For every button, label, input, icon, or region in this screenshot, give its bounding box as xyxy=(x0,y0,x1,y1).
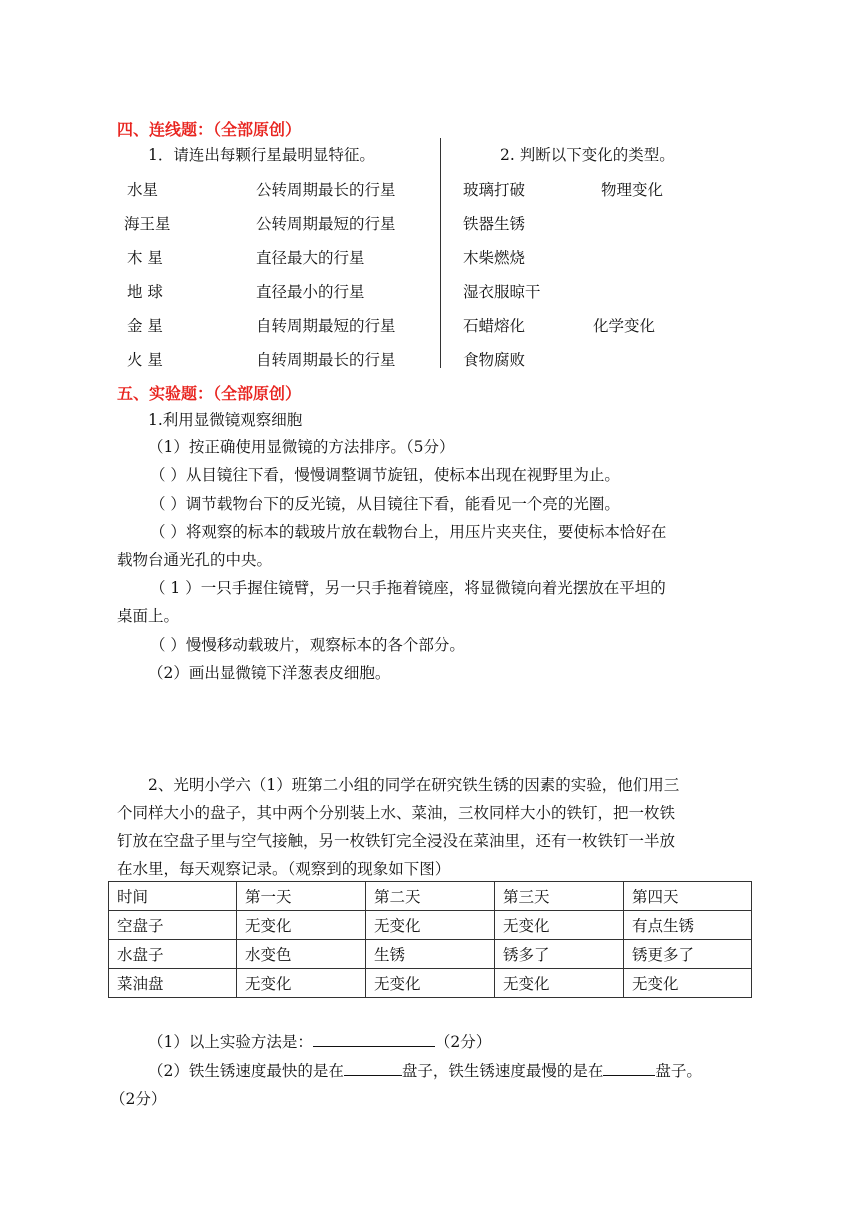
planet-item: 水星 xyxy=(127,181,159,199)
table-header-cell: 第二天 xyxy=(366,882,495,911)
feature-item: 公转周期最短的行星 xyxy=(256,215,396,233)
q2-title: 2. 判断以下变化的类型。 xyxy=(500,146,675,164)
step-line: （ ）将观察的标本的载玻片放在载物台上，用压片夹夹住，要使标本恰好在 xyxy=(150,523,667,541)
exp2-text-line: 个同样大小的盘子，其中两个分别装上水、菜油，三枚同样大小的铁钉，把一枚铁 xyxy=(117,804,676,822)
table-cell: 有点生锈 xyxy=(624,911,752,940)
answer2-suffix: 盘子。 xyxy=(655,1062,702,1080)
planet-item: 金 星 xyxy=(127,317,163,335)
change-item: 木柴燃烧 xyxy=(463,249,526,267)
table-cell: 无变化 xyxy=(366,911,495,940)
answer2-mid: 盘子，铁生锈速度最慢的是在 xyxy=(401,1062,604,1080)
table-cell: 无变化 xyxy=(495,911,624,940)
answer1-suffix: （2分） xyxy=(434,1033,492,1051)
q1-title: 1．请连出每颗行星最明显特征。 xyxy=(148,146,375,164)
answer1-prefix: （1）以上实验方法是： xyxy=(148,1033,313,1051)
change-type-chemical: 化学变化 xyxy=(593,317,656,335)
answer2-prefix: （2）铁生锈速度最快的是在 xyxy=(148,1062,344,1080)
table-header-cell: 第四天 xyxy=(624,882,752,911)
table-header-cell: 第一天 xyxy=(237,882,366,911)
change-item: 石蜡熔化 xyxy=(463,317,526,335)
answer2-score: （2分） xyxy=(110,1090,167,1108)
step-line: （ 1 ）一只手握住镜臂，另一只手拖着镜座，将显微镜向着光摆放在平坦的 xyxy=(150,579,666,597)
table-row xyxy=(109,911,752,940)
step-line-cont: 载物台通光孔的中央。 xyxy=(117,551,273,569)
answer1-line xyxy=(148,1030,491,1052)
table-cell: 无变化 xyxy=(495,969,624,998)
table-row xyxy=(109,969,752,998)
table-cell: 水变色 xyxy=(237,940,366,969)
table-cell: 菜油盘 xyxy=(109,969,237,998)
answer2-blank-slowest[interactable] xyxy=(603,1061,655,1076)
table-cell: 无变化 xyxy=(237,969,366,998)
table-cell: 生锈 xyxy=(366,940,495,969)
change-type-physical: 物理变化 xyxy=(601,181,664,199)
table-cell: 锈更多了 xyxy=(624,940,752,969)
feature-item: 自转周期最长的行星 xyxy=(256,351,396,369)
step-line: （ ）调节载物台下的反光镜，从目镜往下看，能看见一个亮的光圈。 xyxy=(150,495,620,513)
change-item: 铁器生锈 xyxy=(463,215,526,233)
exp2-text-line: 在水里，每天观察记录。（观察到的现象如下图） xyxy=(117,860,451,878)
exp1-sub1: （1）按正确使用显微镜的方法排序。（5分） xyxy=(148,438,455,456)
planet-item: 木 星 xyxy=(127,249,163,267)
planet-item: 海王星 xyxy=(124,215,171,233)
section5-heading: 五、实验题：（全部原创） xyxy=(117,384,302,403)
answer2-blank-fastest[interactable] xyxy=(344,1061,402,1076)
exp2-text-line: 钉放在空盘子里与空气接触，另一枚铁钉完全浸没在菜油里，还有一枚铁钉一半放 xyxy=(117,832,676,850)
step-line: （ ）从目镜往下看，慢慢调整调节旋钮，使标本出现在视野里为止。 xyxy=(150,466,620,484)
table-header-row xyxy=(109,882,752,911)
table-row xyxy=(109,940,752,969)
exp2-text-line: 2、光明小学六（1）班第二小组的同学在研究铁生锈的因素的实验，他们用三 xyxy=(148,776,680,794)
table-header-cell: 时间 xyxy=(109,882,237,911)
step-line: （ ）慢慢移动载玻片，观察标本的各个部分。 xyxy=(150,636,465,654)
exp1-sub2: （2）画出显微镜下洋葱表皮细胞。 xyxy=(148,664,391,682)
feature-item: 直径最大的行星 xyxy=(256,249,365,267)
answer1-blank[interactable] xyxy=(313,1032,435,1047)
exp1-title: 1.利用显微镜观察细胞 xyxy=(148,411,303,429)
table-header-cell: 第三天 xyxy=(495,882,624,911)
table-cell: 锈多了 xyxy=(495,940,624,969)
change-item: 食物腐败 xyxy=(463,351,526,369)
feature-item: 直径最小的行星 xyxy=(256,283,365,301)
planet-item: 火 星 xyxy=(127,351,163,369)
feature-item: 自转周期最短的行星 xyxy=(256,317,396,335)
column-divider xyxy=(440,138,441,368)
table-cell: 无变化 xyxy=(366,969,495,998)
observation-table xyxy=(108,881,752,998)
step-line-cont: 桌面上。 xyxy=(117,607,180,625)
table-cell: 无变化 xyxy=(237,911,366,940)
section4-heading: 四、连线题：（全部原创） xyxy=(117,120,302,139)
change-item: 玻璃打破 xyxy=(463,181,526,199)
feature-item: 公转周期最长的行星 xyxy=(256,181,396,199)
answer2-line xyxy=(148,1059,702,1081)
table-cell: 水盘子 xyxy=(109,940,237,969)
table-cell: 无变化 xyxy=(624,969,752,998)
planet-item: 地 球 xyxy=(127,283,163,301)
table-cell: 空盘子 xyxy=(109,911,237,940)
change-item: 湿衣服晾干 xyxy=(463,283,541,301)
